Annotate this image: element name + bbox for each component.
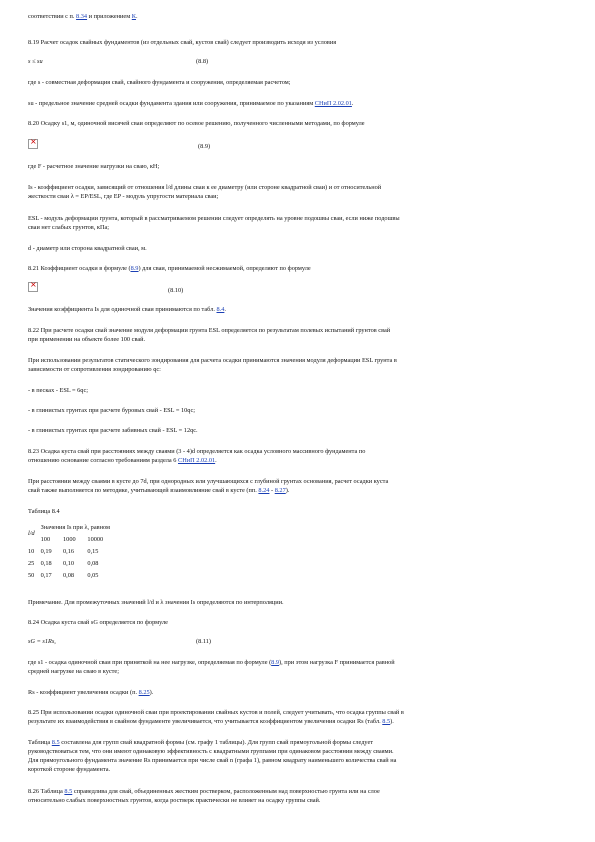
formula-lhs: s ≤ su (28, 58, 43, 65)
paragraph-8-23 (28, 447, 573, 465)
definition-s1 (28, 658, 573, 676)
formula-8-10 (28, 282, 573, 294)
paragraph-static-sounding (28, 356, 573, 374)
text: ). (285, 487, 290, 494)
text: средней нагрузке на сваю в кусте; (28, 668, 119, 675)
link-snip[interactable]: СНиП 2.02.01 (178, 457, 216, 464)
table-row (28, 546, 116, 558)
list-item: - в глинистых грунтах при расчете буровых свай - ESL = 10qc; (28, 407, 195, 414)
link-8-27[interactable]: 8.27 (274, 487, 286, 494)
table-row (28, 558, 116, 570)
text: ). (390, 718, 394, 725)
text: относительно слабых поверхностных грунтов, когда ростверк практически не влияет на осадку группы свай. (28, 797, 321, 804)
table-cell: 0,08 (87, 560, 99, 567)
text: . (224, 306, 226, 313)
text: 8.25 При использовании осадки одиночной сваи при проектировании свайных кустов и полей, следует учитывать, что осадка группы свай в (28, 709, 404, 716)
link-appendix-k[interactable]: К (131, 13, 136, 20)
definition-ESL (28, 214, 573, 232)
definition-Rs (28, 688, 573, 697)
text: . (215, 457, 217, 464)
text: Для прямоугольного фундамента значение Rs принимается при числе свай n (графа 1), равном квадрату наименьшего количества свай на (28, 757, 397, 764)
table-col-header: Значения Is при λ, равном (40, 524, 110, 531)
text: зависимости от сопротивления зондированию qc: (28, 366, 161, 373)
table-cell: 0,16 (63, 548, 75, 555)
list-item: - в песках - ESL = 6qc; (28, 387, 88, 394)
link-8-24[interactable]: 8.24 (258, 487, 270, 494)
text: su - предельное значение средней осадки фундамента здания или сооружения, принимаемое по указаниям (28, 100, 315, 107)
text: Значения коэффициента Is для одиночной сваи принимаются по табл. (28, 306, 217, 313)
text: жесткости сваи λ = EP/ESL, где EP - модуль упругости материала сваи; (28, 193, 219, 200)
paragraph-8-22 (28, 326, 573, 344)
table-cell: 10 (28, 548, 35, 555)
formula-number: (8.9) (198, 143, 211, 150)
text: короткой стороне фундамента. (28, 766, 111, 773)
formula-number: (8.10) (168, 287, 184, 294)
formula-8-9 (28, 139, 573, 151)
text: При использовании результатов статического зондирования для расчета осадки принимаются значения модуля деформации ESL грунта в (28, 357, 397, 364)
formula-number: (8.11) (196, 638, 211, 645)
formula-number: (8.8) (196, 58, 209, 65)
text: ), при этом нагрузка F принимается равной (279, 659, 395, 666)
table-cell: 0,10 (63, 560, 75, 567)
paragraph-table-8-5 (28, 738, 573, 774)
link-table-8-5[interactable]: 8.5 (382, 718, 391, 725)
text: 8.23 Осадка куста свай при расстояниях между сваями (3 - 4)d определяется как осадка условного массивного фундамента по (28, 448, 366, 455)
link-snip[interactable]: СНиП 2.02.01 (314, 100, 352, 107)
text: Rs - коэффициент увеличения осадки (п. (28, 689, 139, 696)
table-title: Таблица 8.4 (28, 508, 60, 515)
table-cell: 10000 (87, 536, 104, 543)
text: соответствии с п. (28, 13, 77, 20)
text-line (28, 12, 573, 21)
formula-lhs: sG = s1Rs, (28, 638, 56, 645)
text: руководствоваться тем, что они имеют одинаковую эффективность с квадратными группами при одинаковом расстоянии между сваями. (28, 748, 394, 755)
table-row (28, 534, 116, 546)
broken-image-icon (28, 282, 38, 292)
link-8-25[interactable]: 8.25 (138, 689, 150, 696)
text: - (269, 487, 275, 494)
text: . (135, 13, 138, 20)
list-item: - в глинистых грунтах при расчете забивных свай - ESL = 12qc. (28, 427, 198, 434)
link-table-8-5[interactable]: 8.5 (64, 788, 73, 795)
table-cell: 1000 (63, 536, 76, 543)
table-reference (28, 305, 573, 314)
formula-8-11 (28, 637, 573, 646)
table-row (28, 570, 116, 582)
link-8-9[interactable]: 8.9 (271, 659, 280, 666)
text: ). (149, 689, 154, 696)
definition-F: где F - расчетное значение нагрузки на сваю, кН; (28, 163, 160, 170)
table-cell: 0,19 (40, 548, 52, 555)
text: Таблица (28, 739, 52, 746)
table-cell: 25 (28, 560, 35, 567)
table-8-4 (28, 522, 116, 582)
text: 8.26 Таблица (28, 788, 65, 795)
formula-8-8 (28, 57, 573, 66)
paragraph-cluster (28, 477, 573, 495)
text: составлена для групп свай квадратной формы (см. графу 1 таблицы). Для групп свай прямоугольной формы следует (59, 739, 374, 746)
table-cell: 0,18 (40, 560, 52, 567)
paragraph-8-26 (28, 787, 573, 805)
text: Is - коэффициент осадки, зависящий от отношения l/d длины сваи к ее диаметру (или стороне квадратной сваи) и от относительной (28, 184, 382, 191)
text: где s1 - осадка одиночной сваи при приняткой на нее нагрузке, определяемая по формуле ( (28, 659, 272, 666)
definition-Is (28, 183, 573, 201)
text: ESL - модуль деформации грунта, который в рассматриваемом решении следует определять на уровне подошвы сваи, если ниже подошвы (28, 215, 400, 222)
table-cell: 100 (40, 536, 51, 543)
paragraph-8-20: 8.20 Осадку s1, м, одиночной висячей сваи определяют по осевое решению, полученного численными методами, по формуле (28, 120, 365, 127)
paragraph-8-19: 8.19 Расчет осадок свайных фундаментов (из отдельных свай, кустов свай) следует производить исходя из условия (28, 39, 337, 46)
text: 8.22 При расчете осадки свай значение модуля деформации грунта ESL определяется по результатам полевых испытаний грунтов свай (28, 327, 391, 334)
text: сваи нет слабых грунтов, кПа; (28, 224, 110, 231)
table-cell: 50 (28, 572, 35, 579)
table-note: Примечание. Для промежуточных значений l/d и λ значения Is определяются по интерполяции. (28, 599, 284, 606)
text: отношению основание согласно требованиям раздела 6 (28, 457, 178, 464)
text: 8.21 Коэффициент осадки в формуле ( (28, 265, 131, 272)
table-cell: 0,08 (63, 572, 75, 579)
link-8-34[interactable]: 8.34 (76, 13, 88, 20)
table-cell: 0,05 (87, 572, 99, 579)
definition-s: где s - совместная деформация свай, свайного фундамента и сооружения, определяемая расчетом; (28, 79, 291, 86)
text: . (351, 100, 354, 107)
link-table-8-4[interactable]: 8.4 (216, 306, 225, 313)
paragraph-8-25 (28, 708, 573, 726)
table-cell: 0,17 (40, 572, 52, 579)
text: и приложением (87, 13, 132, 20)
paragraph-8-24: 8.24 Осадка куста свай sG определяется по формуле (28, 619, 168, 626)
definition-su (28, 99, 573, 108)
text: ) для сваи, принимаемой несжимаемой, определяют по формуле (138, 265, 311, 272)
table-cell: 0,15 (87, 548, 99, 555)
definition-d: d - диаметр или сторона квадратной сваи, м. (28, 245, 147, 252)
text: при применении на объекте более 100 свай. (28, 336, 146, 343)
table-row-header: l/d (28, 530, 35, 537)
text: справедлива для свай, объединенных жестким ростверком, расположенным над поверхностью грунта или на слое (72, 788, 380, 795)
link-8-9[interactable]: 8.9 (130, 265, 139, 272)
text: При расстоянии между сваями в кусте до 7d, при однородных или улучшающихся с глубиной грунтах основания, расчет осадки куста (28, 478, 389, 485)
paragraph-8-21 (28, 264, 573, 273)
link-table-8-5[interactable]: 8.5 (51, 739, 60, 746)
broken-image-icon (28, 139, 38, 149)
text: свай также выполняется по методике, учитывающей взаимовлияние свай в кусте (пп. (28, 487, 259, 494)
text: результате их взаимодействия в свайном фундаменте увеличивается, что учитывается коэффициентом увеличения осадки Rs (табл. (28, 718, 383, 725)
